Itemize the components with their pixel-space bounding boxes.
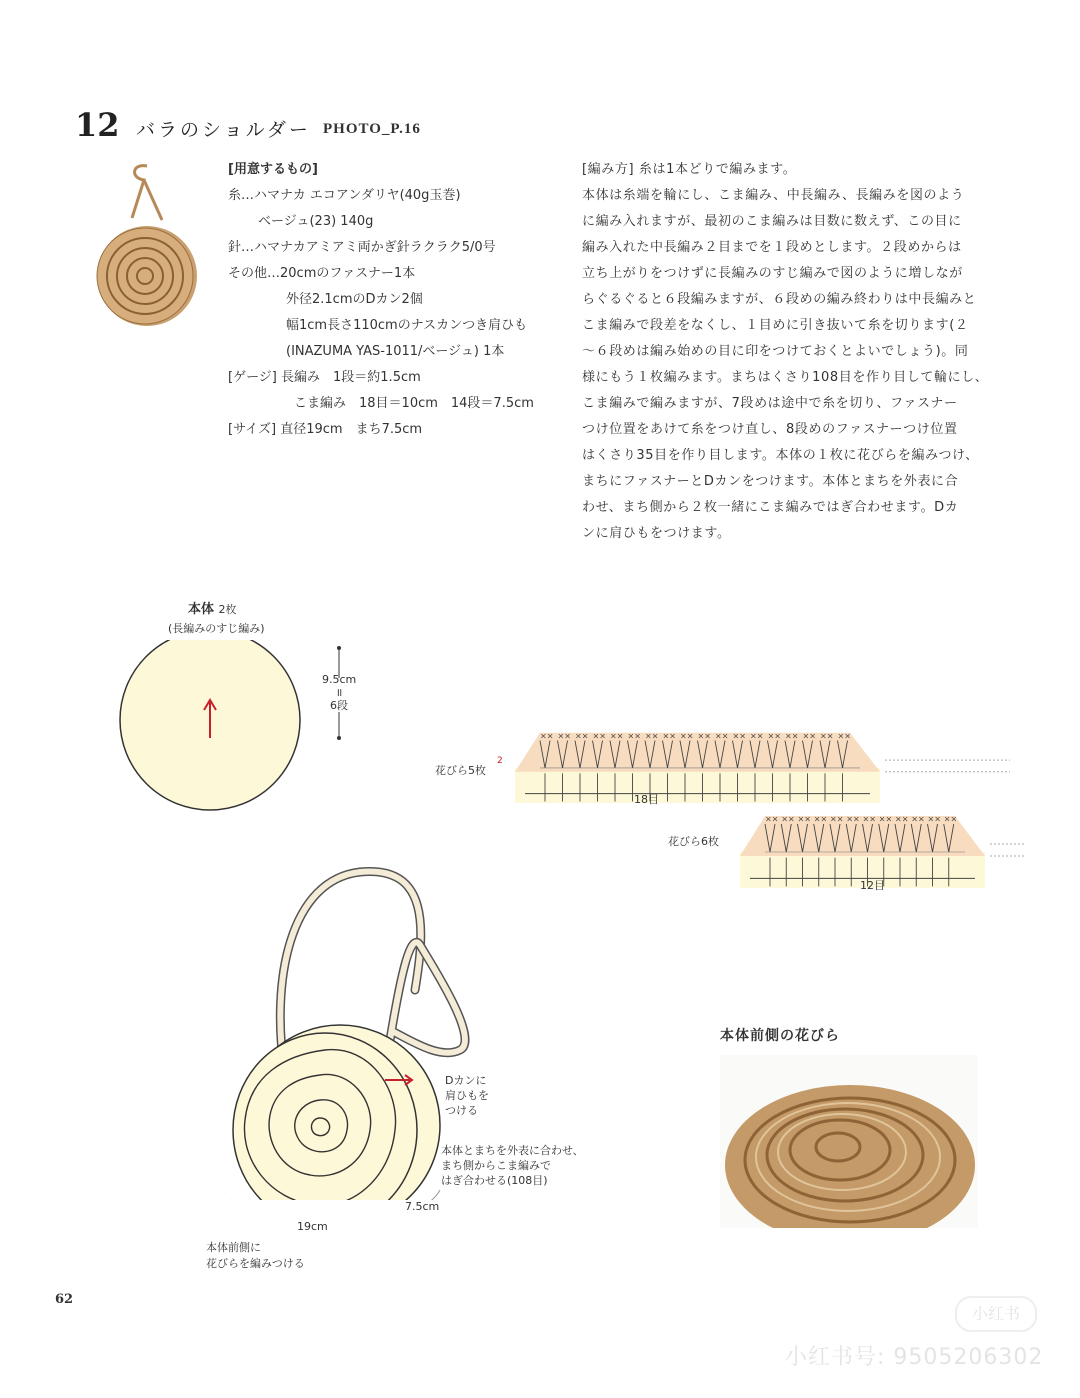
materials-strap-model: (INAZUMA YAS-1011/ベージュ) 1本 [286, 344, 505, 359]
continuation-dots [885, 760, 1010, 772]
bag-photo [92, 158, 207, 333]
sc-stitch-mark: ×× [627, 731, 641, 741]
instructions-line: つけ位置をあけて糸をつけ直し、8段めのファスナーつけ位置 [582, 422, 958, 437]
materials-strap: 幅1cm長さ110cmのナスカンつき肩ひも [286, 318, 528, 333]
body-diagram-title [188, 598, 237, 617]
photo-reference: PHOTO_P.16 [323, 121, 421, 137]
sc-stitch-mark: ×× [767, 731, 781, 741]
instructions [582, 157, 988, 547]
gauge-line: [ゲージ] 長編み 1段＝約1.5cm [228, 370, 421, 385]
body-subtitle: (長編みのすじ編み) [168, 622, 265, 635]
sc-stitch-mark: ×× [540, 731, 554, 741]
sc-stitch-mark: ×× [813, 814, 828, 824]
sc-stitch-mark: ×× [943, 814, 958, 824]
pattern-number: 12 [75, 106, 120, 144]
note-join [441, 1143, 584, 1188]
instructions-heading: [編み方] 糸は1本どりで編みます。 [582, 162, 797, 177]
sc-stitch-mark: ×× [785, 731, 799, 741]
materials-yarn-color: ベージュ(23) 140g [258, 214, 374, 229]
materials-heading: [用意するもの] [228, 162, 318, 177]
watermark-id: 小红书号: 9505206302 [785, 1345, 1044, 1370]
note-join-2: まち側からこま編みで [441, 1159, 551, 1172]
sc-stitch-mark: ×× [610, 731, 624, 741]
body-count: 2枚 [218, 603, 237, 616]
instructions-line: 様にもう１枚編みます。まちはくさり108目を作り目して輪にし、 [582, 370, 989, 385]
gauge-line-2: こま編み 18目＝10cm 14段＝7.5cm [294, 396, 534, 411]
instructions-line: に編み入れますが、最初のこま編みは目数に数えず、この目に [582, 214, 962, 229]
page-number: 62 [55, 1292, 74, 1307]
sc-stitch-mark: ×× [715, 731, 729, 741]
note-dkan-2: 肩ひもを [445, 1089, 489, 1102]
continuation-dots [990, 844, 1025, 856]
materials-yarn: 糸…ハマナカ エコアンダリヤ(40g玉巻) [228, 188, 461, 203]
sc-stitch-mark: ×× [750, 731, 764, 741]
size-line: [サイズ] 直径19cm まち7.5cm [228, 422, 423, 437]
flower-photo-caption: 本体前側の花びら [720, 1028, 840, 1044]
note-dkan-1: Dカンに [445, 1074, 487, 1087]
note-join-3: はぎ合わせる(108目) [441, 1174, 548, 1187]
sc-stitch-mark: ×× [878, 814, 893, 824]
sc-stitch-mark: ×× [645, 731, 659, 741]
materials-hook: 針…ハマナカアミアミ両かぎ針ラクラク5/0号 [228, 240, 496, 255]
instructions-line: こま編みで編みますが、7段めは途中で糸を切り、ファスナー [582, 396, 958, 411]
watermark-logo: 小红书 [955, 1296, 1037, 1332]
sc-stitch-mark: ×× [846, 814, 860, 824]
sc-stitch-mark: ×× [927, 814, 941, 824]
sc-stitch-mark: ×× [911, 814, 925, 824]
pattern-title: バラのショルダー [136, 119, 311, 141]
instructions-line: 立ち上がりをつけずに長編みのすじ編みで図のように増しなが [582, 266, 963, 281]
sc-stitch-mark: ×× [837, 731, 851, 741]
note-petal [206, 1240, 305, 1272]
sc-stitch-mark: ×× [820, 731, 834, 741]
instructions-line: 編み入れた中長編み２目までを１段めとします。２段めからは [582, 240, 962, 255]
materials-other: その他…20cmのファスナー1本 [228, 266, 416, 281]
petal-chart-1-label: 花びら5枚 [435, 764, 486, 777]
instructions-line: まちにファスナーとDカンをつけます。本体とまちを外表に合 [582, 474, 959, 489]
note-dkan-3: つける [445, 1104, 478, 1117]
materials-dkan: 外径2.1cmのDカン2個 [286, 292, 423, 307]
materials-list [228, 157, 534, 443]
note-dkan [445, 1073, 489, 1118]
petal-chart-1 [510, 725, 1010, 805]
gusset-dimension: 7.5cm [405, 1200, 440, 1213]
sc-stitch-mark: ×× [781, 814, 795, 824]
sc-stitch-mark: ×× [862, 814, 876, 824]
instructions-line: わせ、まち側から２枚一緒にこま編みではぎ合わせます。Dカ [582, 500, 959, 515]
instructions-line: はくさり35目を作り目します。本体の１枚に花びらを編みつけ、 [582, 448, 979, 463]
sc-stitch-mark: ×× [662, 731, 676, 741]
instructions-line: 本体は糸端を輪にし、こま編み、中長編み、長編みを図のよう [582, 188, 965, 203]
sc-stitch-mark: ×× [557, 731, 571, 741]
petal-chart-1-count: 18目 [634, 793, 659, 806]
note-petal-1: 本体前側に [206, 1241, 261, 1254]
sc-stitch-mark: ×× [797, 814, 811, 824]
dim-eq: ॥ [335, 686, 343, 699]
petal-start-mark: 2 [497, 756, 503, 766]
sc-stitch-mark: ×× [680, 731, 694, 741]
note-petal-2: 花びらを編みつける [206, 1257, 305, 1270]
sc-stitch-mark: ×× [830, 814, 844, 824]
sc-stitch-mark: ×× [765, 814, 779, 824]
sc-stitch-mark: ×× [575, 731, 589, 741]
instructions-line: ～６段めは編み始めの目に印をつけておくとよいでしょう)。同 [582, 344, 969, 359]
sc-stitch-mark: ×× [697, 731, 711, 741]
flower-photo [720, 1055, 978, 1228]
sc-stitch-mark: ×× [895, 814, 909, 824]
petal-chart-2-label: 花びら6枚 [668, 835, 719, 848]
note-join-1: 本体とまちを外表に合わせ、 [441, 1144, 584, 1157]
body-circle-diagram [110, 640, 360, 820]
diameter-dimension: 19cm [297, 1220, 328, 1233]
body-dimension [322, 673, 356, 712]
instructions-line: らぐるぐると６段編みますが、６段めの編み終わりは中長編みと [582, 292, 977, 307]
petal-chart-2-count: 12目 [860, 879, 885, 892]
instructions-line: こま編みで段差をなくし、１目めに引き抜いて糸を切ります(２ [582, 318, 969, 333]
dim-rows: 6段 [330, 699, 348, 712]
sc-stitch-mark: ×× [802, 731, 816, 741]
body-title: 本体 [188, 602, 215, 617]
sc-stitch-mark: ×× [592, 731, 606, 741]
instructions-line: ンに肩ひもをつけます。 [582, 526, 731, 541]
dim-value: 9.5cm [322, 673, 357, 686]
sc-stitch-mark: ×× [732, 731, 746, 741]
